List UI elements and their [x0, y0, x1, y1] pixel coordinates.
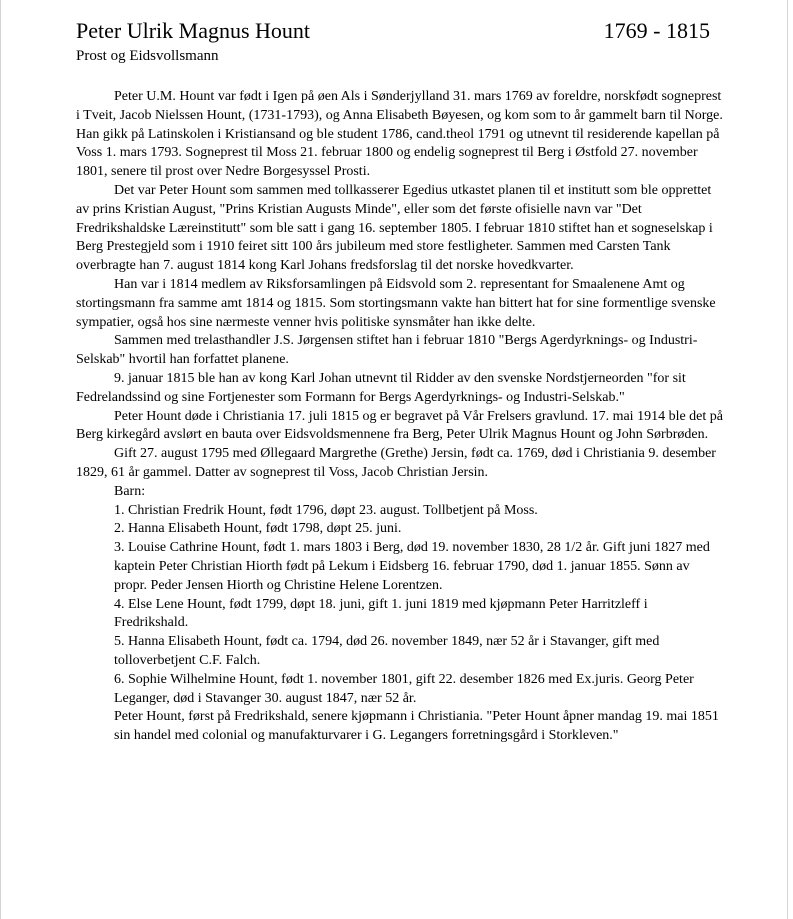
- person-title: Prost og Eidsvollsmann: [76, 48, 219, 64]
- children-heading: Barn:: [114, 483, 146, 499]
- life-years: 1769 - 1815: [603, 18, 710, 43]
- page-border-left: [0, 0, 1, 919]
- child-item: 5. Hanna Elisabeth Hount, født ca. 1794, død 26. november 1849, nær 52 år i Stavanger, gift med tolloverbetjent C.F. Falch.: [114, 634, 660, 668]
- paragraph-marriage: Gift 27. august 1795 med Øllegaard Margrethe (Grethe) Jersin, født ca. 1769, død i Christiania 9. desember 1829, 61 år gammel. Datter av sogneprest til Voss, Jacob Christian Jersin.: [76, 446, 716, 480]
- child-item: Peter Hount, først på Fredrikshald, senere kjøpmann i Christiania. "Peter Hount åpner mandag 19. mai 1851 sin handel med colonial og manufakturvarer i G. Legangers forretningsgård i Storkleven.": [114, 709, 719, 744]
- document-header: [76, 18, 714, 66]
- person-name: Peter Ulrik Magnus Hount: [76, 18, 311, 43]
- paragraph-knighthood: 9. januar 1815 ble han av kong Karl Johan utnevnt til Ridder av den svenske Nordstjerneorden "for sit Fedrelandssind og sine Fortjenester som Formann for Bergs Agerdyrknings- og Industri-Selskab.": [76, 370, 686, 405]
- child-item: 2. Hanna Elisabeth Hount, født 1798, døpt 25. juni.: [114, 521, 402, 537]
- child-item: 6. Sophie Wilhelmine Hount, født 1. november 1801, gift 22. desember 1826 med Ex.juris. Georg Peter Leganger, død i Stavanger 30. august 1847, nær 52 år.: [114, 671, 694, 706]
- child-item: 1. Christian Fredrik Hount, født 1796, døpt 23. august. Tollbetjent på Moss.: [114, 502, 538, 518]
- paragraph-institute: Det var Peter Hount som sammen med tollkasserer Egedius utkastet planen til et institutt som ble opprettet av prins Kristian August, "Prins Kristian Augusts Minde", eller som det første ofisielle navn var "Det Fredrikshaldske Læreinstitutt" som ble satt i gang 16. september 1805. I februar 1810 stiftet han et sogneselskap i Berg Prestegjeld som i 1910 feiret sitt 100 års jubileum med store festligheter. Sammen med Carsten Tank overbragte han 7. august 1814 kong Karl Johans fredsforslag til det norske hovedkvarter.: [76, 182, 713, 274]
- page-border-right: [787, 0, 788, 919]
- child-item: 4. Else Lene Hount, født 1799, døpt 18. juni, gift 1. juni 1819 med kjøpmann Peter Harritzleff i Fredrikshald.: [114, 596, 648, 631]
- title-row: [76, 18, 714, 44]
- paragraph-eidsvold: Han var i 1814 medlem av Riksforsamlingen på Eidsvold som 2. representant for Smaalenene Amt og stortingsmann fra samme amt 1814 og 1815. Som stortingsmann vakte han bittert hat for sine formentlige svenske sympatier, også hos sine nærmeste venner hvis politiske synsmåter han ikke delte.: [76, 276, 716, 330]
- paragraph-biography: Peter U.M. Hount var født i Igen på øen Als i Sønderjylland 31. mars 1769 av foreldre, norskfødt sogneprest i Tveit, Jacob Nielssen Hount, (1731-1793), og Anna Elisabeth Bøyesen, og kom som to år gammelt barn til Norge. Han gikk på Latinskolen i Kristiansand og ble student 1786, cand.theol 1791 og utnevnt til residerende kapellan på Voss 1. mars 1793. Sogneprest til Moss 21. februar 1800 og endelig sogneprest til Berg i Østfold 27. november 1801, senere til prost over Nedre Borgesyssel Prosti.: [76, 89, 723, 180]
- paragraph-selskab: Sammen med trelasthandler J.S. Jørgensen stiftet han i februar 1810 "Bergs Agerdyrknings- og Industri-Selskab" hvortil han forfattet planene.: [76, 333, 698, 368]
- child-item: 3. Louise Cathrine Hount, født 1. mars 1803 i Berg, død 19. november 1830, 28 1/2 år. Gift juni 1827 med kaptein Peter Christian Hiorth født på Lekum i Eidsberg 16. februar 1790, død 1. januar 1855. Sønn av propr. Peder Jensen Hiorth og Christine Helene Lorentzen.: [114, 540, 710, 593]
- document-body: [76, 88, 724, 746]
- paragraph-death: Peter Hount døde i Christiania 17. juli 1815 og er begravet på Vår Frelsers gravlund. 17. mai 1914 ble det på Berg kirkegård avslørt en bauta over Eidsvoldsmennene fra Berg, Peter Ulrik Magnus Hount og John Sørbrøden.: [76, 408, 723, 443]
